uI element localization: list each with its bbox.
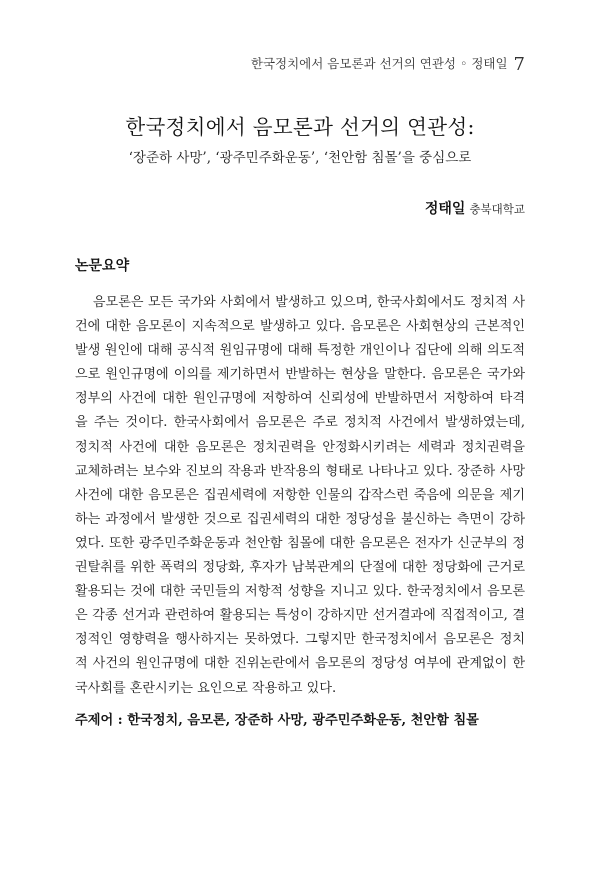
page-number: 7	[513, 54, 525, 75]
abstract-heading: 논문요약	[75, 258, 130, 274]
author-affiliation: 충북대학교	[469, 202, 525, 216]
author-name: 정태일	[424, 201, 466, 217]
running-header	[251, 52, 525, 73]
keywords: 주제어 : 한국정치, 음모론, 장준하 사망, 광주민주화운동, 천안함 침몰	[75, 713, 479, 728]
author-block	[425, 198, 525, 218]
running-header-text: 한국정치에서 음모론과 선거의 연관성 ◦ 정태일	[250, 56, 508, 71]
paper-title: 한국정치에서 음모론과 선거의 연관성:	[125, 115, 475, 139]
paper-subtitle: ‘장준하 사망’, ‘광주민주화운동’, ‘천안함 침몰’을 중심으로	[128, 150, 472, 166]
abstract-text: 음모론은 모든 국가와 사회에서 발생하고 있으며, 한국사회에서도 정치적 사건에 대한 음모론이 지속적으로 발생하고 있다. 음모론은 사회현상의 근본적인 발생 원인에 대해 공식적 원임규명에 대해 특정한 개인이나 집단에 의해 의도적으로 원인규명에 이의를 제기하면서 반발하는 현상을 말한다. 음모론은 국가와 정부의 사건에 대한 원인규명에 저항하여 신뢰성에 반발하면서 저항하여 타격을 주는 것이다. 한국사회에서 음모론은 주로 정치적 사건에서 발생하였는데, 정치적 사건에 대한 음모론은 정치권력을 안정화시키려는 세력과 정치권력을 교체하려는 보수와 진보의 작용과 반작용의 형태로 나타나고 있다. 장준하 사망사건에 대한 음모론은 집권세력에 저항한 인물의 갑작스런 죽음에 의문을 제기하는 과정에서 발생한 것으로 집권세력의 대한 정당성을 불신하는 측면이 강하였다. 또한 광주민주화운동과 천안함 침몰에 대한 음모론은 전자가 신군부의 정권탈취를 위한 폭력의 정당화, 후자가 남북관계의 단절에 대한 정당화에 근거로 활용되는 것에 대한 국민들의 저항적 성향을 지니고 있다. 한국정치에서 음모론은 각종 선거과 관련하여 활용되는 특성이 강하지만 선거결과에 직접적이고, 결정적인 영향력을 행사하지는 못하였다. 그렇지만 한국정치에서 음모론은 정치적 사건의 원인규명에 대한 진위논란에서 음모론의 정당성 여부에 관계없이 한국사회를 혼란시키는 요인으로 작용하고 있다.	[75, 295, 525, 696]
abstract-body	[75, 291, 525, 701]
abstract-indent	[75, 295, 93, 310]
